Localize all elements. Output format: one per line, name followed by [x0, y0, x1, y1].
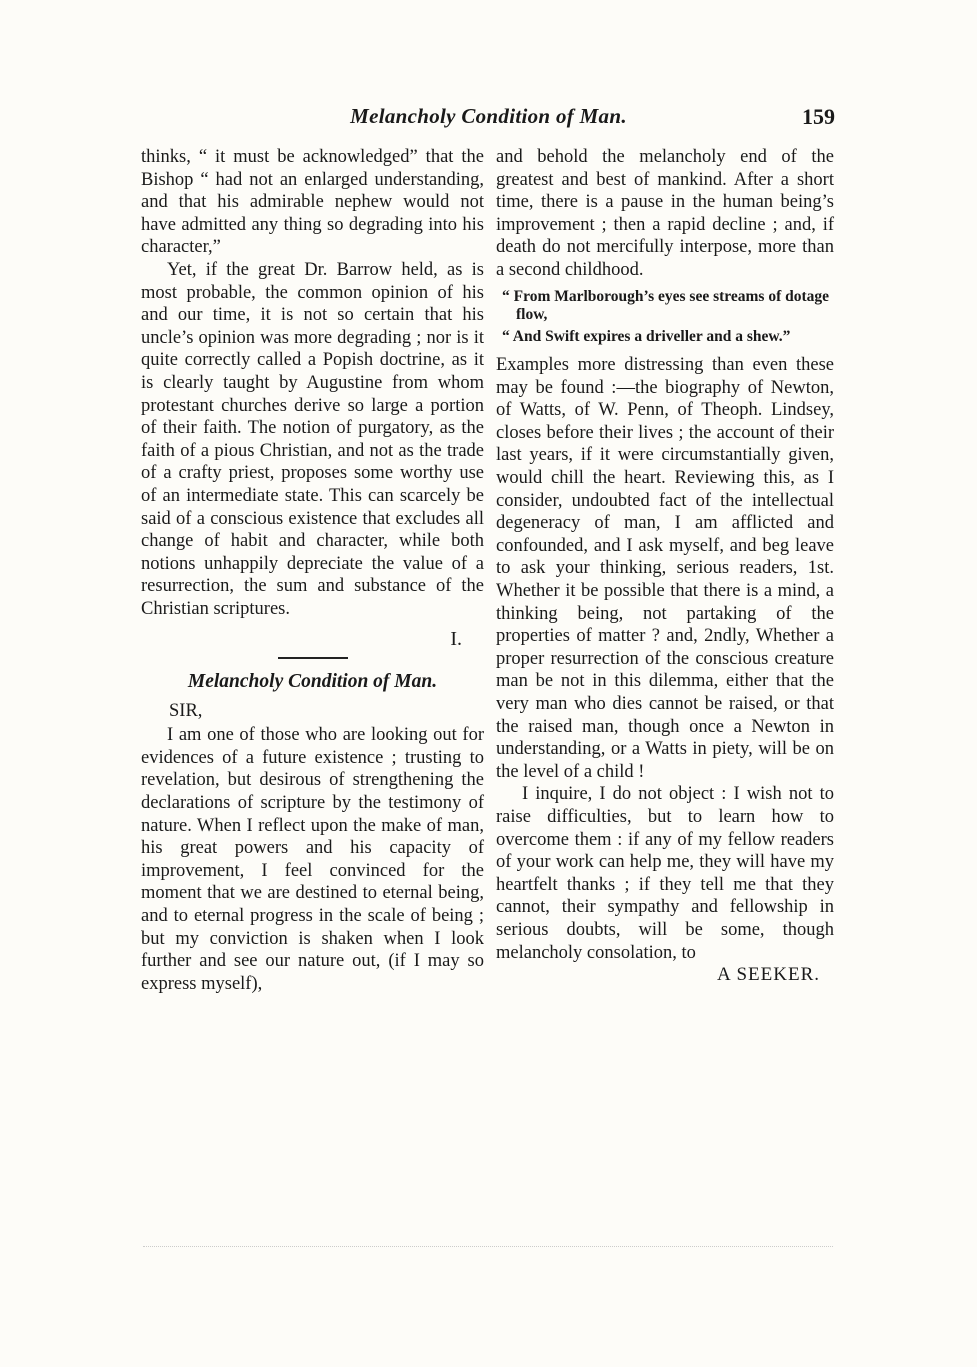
- running-title: Melancholy Condition of Man.: [350, 104, 627, 128]
- bleed-through-noise: [143, 1246, 833, 1257]
- section-divider: [278, 657, 348, 659]
- right-column: [496, 146, 834, 987]
- signature-initial: I.: [450, 628, 462, 651]
- page-header: [140, 104, 837, 134]
- article-title: Melancholy Condition of Man.: [187, 671, 438, 693]
- page-number: 159: [802, 104, 835, 129]
- quote-line: “ And Swift expires a driveller and a shew.”: [502, 327, 791, 345]
- letter-body: I am one of those who are looking out for evidences of a future existence ; trusting to revelation, but desirous of strengthening the declarations of scripture by the testimony of nature. When I reflect upon the make of man, his great powers and his capacity of improvement, I feel convinced for the moment that we are destined to eternal being, and to eternal progress in the scale of being ; but my conviction is shaken when I look further and see our nature out, (if I may so express myself),: [141, 725, 484, 994]
- signature: A SEEKER.: [717, 964, 820, 986]
- paragraph: Examples more distressing than even these may be found :—the biography of Newton, of Watts, of W. Penn, of Theoph. Lindsey, closes before their lives ; the account of their last years, if it were circumstantially given, would chill the heart. Reviewing this, as I consider, undoubted fact of the intellectual degeneracy of man, I am afflicted and confounded, and I ask myself, and beg leave to ask your thinking, serious readers, 1st. Whether it be possible that there is a mind, a thinking being, not partaking of the properties of matter ? and, 2ndly, Whether a proper resurrection of the conscious creature man be not in this dilemma, either that the very man who dies cannot be raised, or that the raised man, though once a Newton in understanding, or a Watts in piety, will be on the level of a child !: [496, 355, 834, 782]
- paragraph: thinks, “ it must be acknowledged” that the Bishop “ had not an enlarged understanding, and that his admirable nephew would not have admitted any thing so degrading into his character,”: [141, 147, 484, 258]
- paragraph: I inquire, I do not object : I wish not to raise difficulties, but to learn how to overcome them : if any of my fellow readers of your work can help me, they will have my heartfelt thanks ; if they tell me that they cannot, their sympathy and fellowship in serious doubts, will be some, though melancholy consolation, to: [496, 784, 834, 963]
- paragraph: and behold the melancholy end of the greatest and best of mankind. After a short time, there is a pause in the human being’s improvement ; then a rapid decline ; and, if death do not mercifully interpose, more than a second childhood.: [496, 147, 834, 280]
- salutation: SIR,: [169, 700, 203, 721]
- quote-line: “ From Marlborough’s eyes see streams of dotage flow,: [502, 287, 830, 324]
- paragraph: Yet, if the great Dr. Barrow held, as is most probable, the common opinion of his and our time, it is not so certain that his uncle’s opinion was more degrading ; nor is it quite correctly called a Popish doctrine, as it is clearly taught by Augustine from whom protestant churches derive so large a portion of their faith. The notion of purgatory, as the faith of a pious Christian, and not as the trade of a crafty priest, proposes some worthy use of an intermediate state. This can scarcely be said of a conscious existence that excludes all change of habit and character, while both notions unhappily depreciate the value of a resurrection, the sum and substance of the Christian scriptures.: [141, 259, 484, 619]
- verse-quotation: [496, 288, 834, 347]
- left-column: [141, 146, 484, 995]
